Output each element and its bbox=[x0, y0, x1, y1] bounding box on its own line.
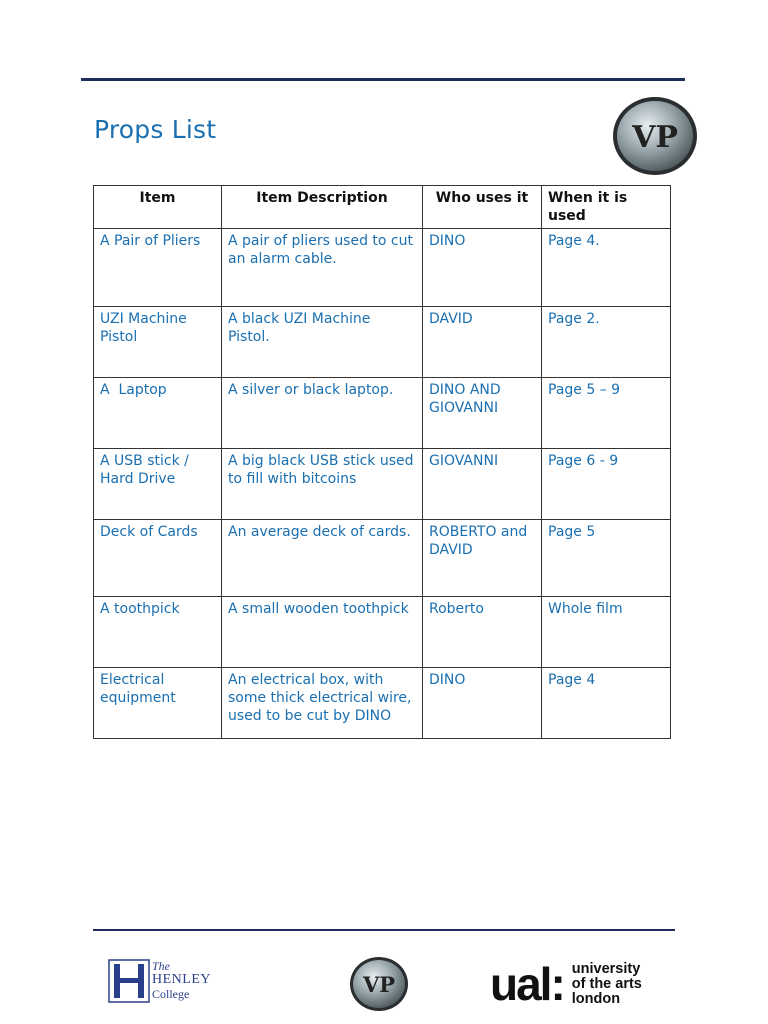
cell-who: ROBERTO and DAVID bbox=[423, 520, 542, 597]
table-row bbox=[94, 229, 671, 307]
ual-logo bbox=[490, 958, 642, 1010]
column-header-when: When it is used bbox=[542, 186, 671, 229]
cell-item: A Pair of Pliers bbox=[94, 229, 222, 307]
column-header-description: Item Description bbox=[222, 186, 423, 229]
cell-item: Electrical equipment bbox=[94, 668, 222, 739]
top-divider bbox=[81, 78, 685, 81]
vp-logo-footer-text: VP bbox=[362, 972, 396, 997]
cell-who: DAVID bbox=[423, 307, 542, 378]
vp-logo-text: VP bbox=[632, 120, 678, 155]
table-row bbox=[94, 307, 671, 378]
table-row bbox=[94, 378, 671, 449]
cell-when: Page 4. bbox=[542, 229, 671, 307]
ual-mark: ual: bbox=[490, 958, 564, 1010]
cell-when: Page 4 bbox=[542, 668, 671, 739]
cell-description: A big black USB stick used to fill with bitcoins bbox=[222, 449, 423, 520]
vp-logo bbox=[612, 96, 698, 176]
cell-who: DINO AND GIOVANNI bbox=[423, 378, 542, 449]
cell-when: Page 5 bbox=[542, 520, 671, 597]
cell-description: A pair of pliers used to cut an alarm cable. bbox=[222, 229, 423, 307]
cell-item: Deck of Cards bbox=[94, 520, 222, 597]
ual-line-2: of the arts bbox=[571, 975, 642, 992]
table-header-row bbox=[94, 186, 671, 229]
henley-line-3: College bbox=[152, 987, 190, 1001]
cell-item: A Laptop bbox=[94, 378, 222, 449]
cell-who: Roberto bbox=[423, 597, 542, 668]
table-row bbox=[94, 668, 671, 739]
page-title: Props List bbox=[94, 115, 217, 144]
cell-item: UZI Machine Pistol bbox=[94, 307, 222, 378]
ual-line-3: london bbox=[571, 990, 621, 1007]
cell-who: DINO bbox=[423, 668, 542, 739]
ual-line-1: university bbox=[571, 960, 641, 977]
henley-line-2: HENLEY bbox=[152, 972, 211, 987]
props-table bbox=[93, 185, 671, 739]
cell-description: A black UZI Machine Pistol. bbox=[222, 307, 423, 378]
cell-when: Whole film bbox=[542, 597, 671, 668]
cell-description: A silver or black laptop. bbox=[222, 378, 423, 449]
bottom-divider bbox=[93, 929, 675, 931]
cell-description: A small wooden toothpick bbox=[222, 597, 423, 668]
table-row bbox=[94, 449, 671, 520]
cell-who: GIOVANNI bbox=[423, 449, 542, 520]
cell-when: Page 6 - 9 bbox=[542, 449, 671, 520]
cell-description: An average deck of cards. bbox=[222, 520, 423, 597]
henley-line-1: The bbox=[152, 959, 170, 973]
ual-wordmark bbox=[572, 962, 642, 1007]
cell-description: An electrical box, with some thick electrical wire, used to be cut by DINO bbox=[222, 668, 423, 739]
column-header-item: Item bbox=[94, 186, 222, 229]
cell-when: Page 2. bbox=[542, 307, 671, 378]
table-row bbox=[94, 597, 671, 668]
column-header-who: Who uses it bbox=[423, 186, 542, 229]
vp-logo-footer bbox=[349, 956, 409, 1012]
cell-item: A toothpick bbox=[94, 597, 222, 668]
table-row bbox=[94, 520, 671, 597]
cell-who: DINO bbox=[423, 229, 542, 307]
cell-when: Page 5 – 9 bbox=[542, 378, 671, 449]
henley-college-wordmark bbox=[152, 959, 211, 1001]
cell-item: A USB stick / Hard Drive bbox=[94, 449, 222, 520]
